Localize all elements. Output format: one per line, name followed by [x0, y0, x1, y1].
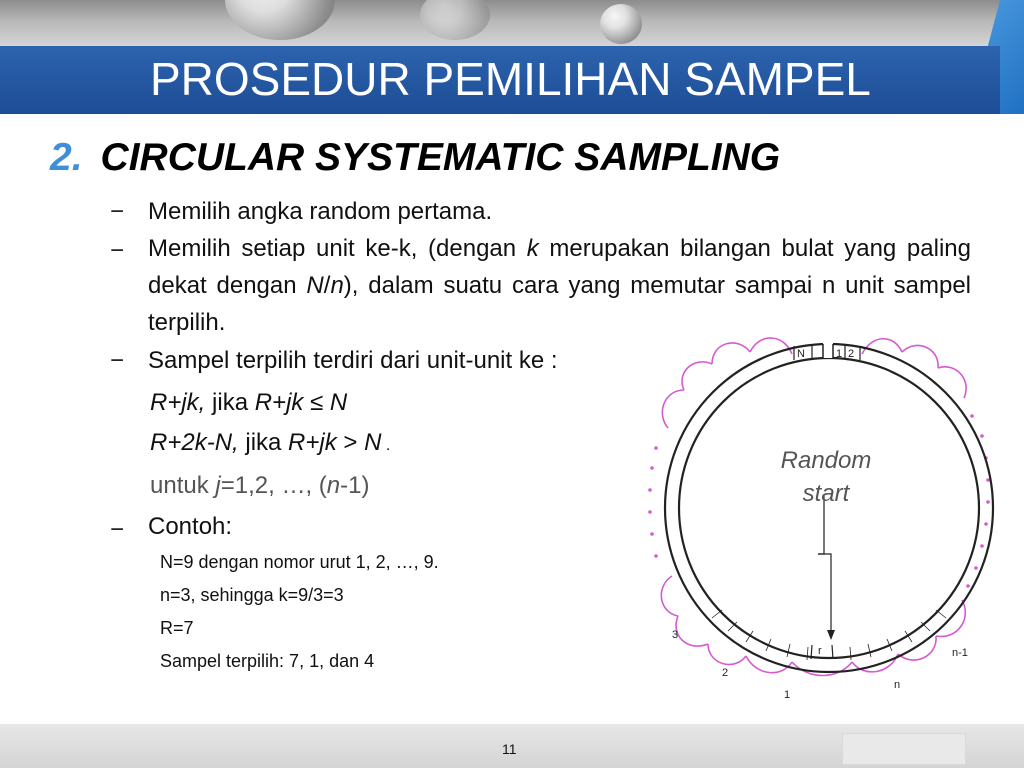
text-run: ), dalam suatu cara yang memutar sampai n unit sampel terpilih.: [148, 272, 971, 336]
bullet-item-4: Contoh:: [148, 513, 233, 540]
header-photo: [0, 0, 1024, 48]
label-1: 1: [784, 689, 791, 698]
section-title: CIRCULAR SYSTEMATIC SAMPLING: [100, 136, 781, 179]
random-start-label-line2: start: [802, 480, 850, 507]
formula-2: [150, 429, 390, 457]
example-line-3: R=7: [160, 618, 194, 638]
cell-label-N: N: [797, 348, 805, 360]
formula-condition: [150, 472, 369, 500]
text-run-italic: N: [306, 272, 324, 299]
text-run-italic: R+2k-N,: [150, 429, 239, 456]
text-run-italic: n: [330, 272, 344, 299]
random-start-label-line1: Random: [780, 447, 872, 474]
label-n-minus-1: n-1: [952, 647, 968, 659]
slide-title: PROSEDUR PEMILIHAN SAMPEL: [150, 53, 871, 105]
cell-label-1: 1: [836, 348, 843, 360]
text-run: /: [323, 272, 331, 299]
text-run: jika: [205, 389, 255, 416]
label-2: 2: [722, 667, 729, 679]
bullet-item-1: Memilih angka random pertama.: [148, 198, 493, 225]
random-start-arrow-line: [818, 554, 831, 632]
text-run-italic: R+jk: [288, 429, 337, 456]
circular-sampling-figure: [642, 318, 1010, 698]
bullet-marker: −: [110, 347, 125, 374]
text-run: jika: [238, 429, 289, 456]
text-run-italic: n: [326, 472, 341, 499]
cell-label-2: 2: [848, 348, 855, 360]
label-n: n: [894, 679, 901, 691]
label-3: 3: [672, 629, 679, 641]
bullet-marker: −: [110, 516, 125, 543]
text-run: =1,2, …, (: [220, 472, 327, 499]
text-run: >: [336, 429, 365, 456]
section-number: 2.: [50, 136, 83, 179]
bullet-item-3: Sampel terpilih terdiri dari unit-unit ke :: [148, 347, 558, 374]
text-run: -1): [340, 472, 370, 499]
ring-gap: [823, 340, 833, 358]
bullet-marker: −: [110, 237, 125, 264]
water-drop-decoration: [600, 4, 642, 44]
text-run: ≤: [303, 389, 330, 416]
example-line-4: Sampel terpilih: 7, 1, dan 4: [160, 651, 375, 671]
footer-box: [842, 733, 966, 765]
water-drop-decoration: [225, 0, 335, 40]
text-run-italic: R+jk,: [150, 389, 206, 416]
text-run-italic: N: [329, 389, 348, 416]
bullet-marker: −: [110, 198, 125, 225]
text-run: merupakan bilangan bulat yang paling dekat dengan: [148, 235, 971, 299]
text-run: Memilih setiap unit ke-k, (dengan: [148, 235, 527, 262]
cell-label-r: r: [818, 645, 822, 657]
text-run: untuk: [150, 472, 216, 499]
text-run-italic: j: [215, 472, 221, 499]
text-run-italic: k: [526, 235, 539, 262]
random-start-label: [766, 444, 886, 510]
arrow-head: [827, 630, 835, 640]
text-run-italic: N: [364, 429, 382, 456]
page-number: 11: [502, 741, 517, 757]
formula-1: [150, 389, 347, 417]
water-drop-decoration: [420, 0, 490, 40]
example-line-2: n=3, sehingga k=9/3=3: [160, 585, 344, 605]
text-run-italic: R+jk: [254, 389, 304, 416]
section-heading: [50, 136, 780, 180]
example-line-1: N=9 dengan nomor urut 1, 2, …, 9.: [160, 552, 439, 572]
text-run: .: [381, 437, 391, 454]
title-bar: [0, 46, 1000, 114]
